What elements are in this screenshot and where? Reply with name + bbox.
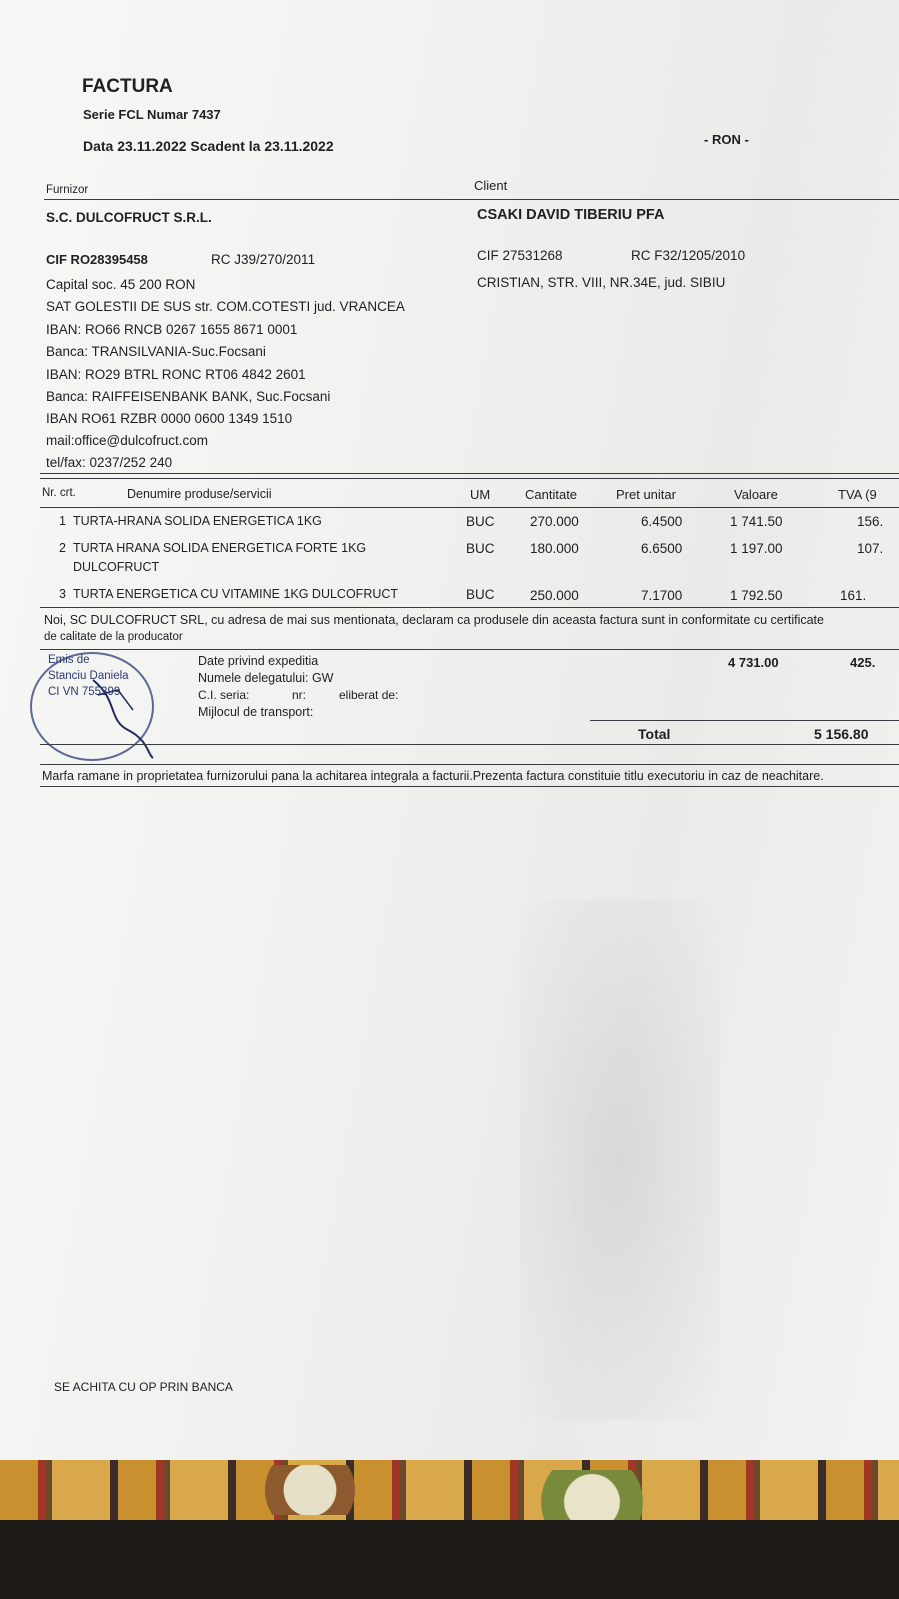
shipping-ci-series: C.I. seria: [198,688,250,702]
supplier-rc: RC J39/270/2011 [211,252,316,267]
supplier-line: Capital soc. 45 200 RON [46,277,196,292]
column-header-name: Denumire produse/servicii [127,487,272,501]
column-header-um: UM [470,487,491,502]
invoice-title: FACTURA [82,76,173,97]
client-rc: RC F32/1205/2010 [631,248,746,263]
row-value: 1 792.50 [730,588,783,603]
supplier-line: IBAN RO61 RZBR 0000 0600 1349 1510 [46,411,293,426]
column-header-tva: TVA (9 [838,487,877,502]
client-address: CRISTIAN, STR. VIII, NR.34E, jud. SIBIU [477,275,726,290]
divider [40,786,899,787]
issuer-name: Stanciu Daniela [48,670,129,682]
column-header-price: Pret unitar [616,487,676,502]
column-header-nr: Nr. crt. [42,487,76,499]
row-price: 7.1700 [641,588,683,603]
row-tva: 161. [840,588,867,603]
supplier-line: Banca: TRANSILVANIA-Suc.Focsani [46,344,266,359]
footer-note: Marfa ramane in proprietatea furnizorului pana la achitarea integrala a facturii.Prezenta factura constituie titlu executoriu in caz de neachitare. [42,769,824,783]
column-header-qty: Cantitate [525,487,578,502]
divider [40,764,899,765]
client-name: CSAKI DAVID TIBERIU PFA [477,207,665,223]
supplier-line: IBAN: RO29 BTRL RONC RT06 4842 2601 [46,367,306,382]
total-value: 5 156.80 [814,726,869,742]
dark-background [0,1520,899,1599]
payment-note: SE ACHITA CU OP PRIN BANCA [54,1380,233,1394]
declaration-line: de calitate de la producator [44,631,183,643]
supplier-line: tel/fax: 0237/252 240 [46,455,173,470]
paper-shadow [520,900,720,1420]
supplier-cif: CIF RO28395458 [46,252,148,267]
row-um: BUC [466,587,495,602]
issuer-id: CI VN 755399 [48,686,121,698]
row-tva: 107. [857,541,884,556]
column-header-value: Valoare [734,487,778,502]
row-um: BUC [466,514,495,529]
row-um: BUC [466,541,495,556]
supplier-label: Furnizor [46,184,89,196]
flower-pattern [240,1465,380,1515]
row-name: TURTA ENERGETICA CU VITAMINE 1KG DULCOFRUCT [73,587,399,601]
shipping-transport: Mijlocul de transport: [198,705,314,719]
row-name: TURTA-HRANA SOLIDA ENERGETICA 1KG [73,514,322,528]
supplier-line: IBAN: RO66 RNCB 0267 1655 8671 0001 [46,322,298,337]
row-price: 6.6500 [641,541,683,556]
invoice-currency: - RON - [704,132,749,147]
total-label: Total [638,726,671,742]
row-nr: 1 [59,514,66,528]
shipping-delegate: Numele delegatului: GW [198,671,334,685]
issuer-label: Emis de [48,654,90,666]
divider [40,649,899,650]
client-cif: CIF 27531268 [477,248,563,263]
supplier-name: S.C. DULCOFRUCT S.R.L. [46,210,212,225]
row-name: TURTA HRANA SOLIDA ENERGETICA FORTE 1KG [73,541,367,555]
divider [44,199,899,200]
divider [40,507,899,508]
invoice-date: Data 23.11.2022 Scadent la 23.11.2022 [83,138,334,154]
row-qty: 250.000 [530,588,579,603]
row-price: 6.4500 [641,514,683,529]
row-tva: 156. [857,514,884,529]
divider [40,607,899,608]
shipping-ci-nr: nr: [292,688,307,702]
invoice-series: Serie FCL Numar 7437 [83,107,221,122]
row-value: 1 197.00 [730,541,783,556]
client-label: Client [474,178,508,193]
declaration-line: Noi, SC DULCOFRUCT SRL, cu adresa de mai sus mentionata, declaram ca produsele din aceasta factura sunt in conformitate cu certificate [44,613,824,627]
row-nr: 2 [59,541,66,555]
supplier-line: Banca: RAIFFEISENBANK BANK, Suc.Focsani [46,389,331,404]
shipping-title: Date privind expeditia [198,654,319,668]
row-value: 1 741.50 [730,514,783,529]
divider [40,744,899,745]
supplier-line: SAT GOLESTII DE SUS str. COM.COTESTI jud. VRANCEA [46,299,405,314]
row-qty: 270.000 [530,514,579,529]
divider [590,720,899,721]
divider [40,473,899,474]
subtotal-tva: 425. [850,655,876,670]
row-nr: 3 [59,587,66,601]
subtotal-value: 4 731.00 [728,655,779,670]
signature [88,660,158,760]
row-qty: 180.000 [530,541,579,556]
divider [40,478,899,479]
supplier-line: mail:office@dulcofruct.com [46,433,209,448]
row-name-continued: DULCOFRUCT [73,560,160,574]
shipping-ci-issued: eliberat de: [339,688,399,702]
